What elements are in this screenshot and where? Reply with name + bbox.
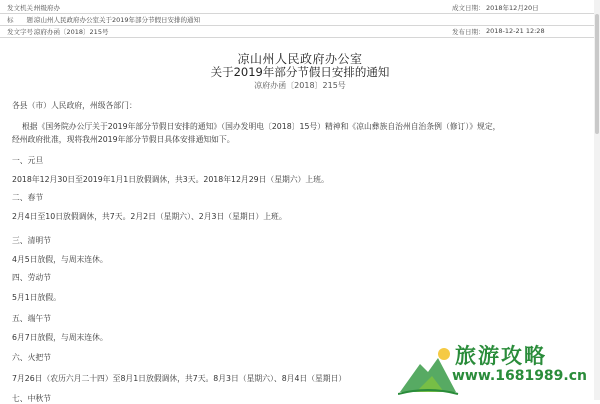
document-title: 关于2019年部分节假日安排的通知 (210, 65, 390, 79)
section-heading: 二、春节 (12, 193, 44, 202)
scrollbar-thumb[interactable] (595, 14, 599, 134)
intro-paragraph-line: 根据《国务院办公厅关于2019年部分节假日安排的通知》（国办发明电〔2018〕15号）精神和《凉山彝族自治州自治条例（修订）》规定， (22, 122, 501, 131)
doc-number-value: 凉府办函〔2018〕215号 (34, 28, 109, 36)
section-heading: 七、中秋节 (12, 394, 51, 403)
document-metadata (0, 0, 600, 38)
title-label: 标 题： (7, 16, 40, 24)
meta-row-issuer (0, 3, 600, 13)
section-text: 6月7日放假，与周末连休。 (12, 333, 108, 342)
title-value: 凉山州人民政府办公室关于2019年部分节假日安排的通知 (34, 16, 201, 24)
section-text: 7月26日（农历六月二十四）至8月1日放假调休，共7天。8月3日（星期六）、8月4日（星期日） (12, 374, 347, 383)
written-date-value: 2018年12月20日 (486, 4, 539, 12)
divider (0, 13, 600, 14)
issuer-value: 州级府办 (34, 4, 60, 12)
section-heading: 六、火把节 (12, 353, 51, 362)
section-heading: 一、元旦 (12, 156, 44, 165)
section-text: 2月4日至10日放假调休，共7天。2月2日（星期六）、2月3日（星期日）上班。 (12, 212, 287, 221)
divider (0, 25, 600, 26)
watermark-brand: 旅游攻略 (455, 344, 547, 368)
doc-number-label: 发文字号： (7, 28, 40, 36)
section-heading: 四、劳动节 (12, 273, 51, 282)
meta-row-docno (0, 27, 600, 37)
section-heading: 五、端午节 (12, 314, 51, 323)
meta-row-title (0, 15, 600, 25)
issuer-label: 发文机关： (7, 4, 40, 12)
section-heading: 三、清明节 (12, 236, 51, 245)
publish-date-label: 发布日期： (452, 28, 485, 36)
section-text: 5月1日放假。 (12, 293, 61, 302)
section-text: 2018年12月30日至2019年1月1日放假调休，共3天。2018年12月29日（星期六）上班。 (12, 175, 329, 184)
intro-paragraph-line: 经州政府批准，现将我州2019年部分节假日具体安排通知如下。 (12, 135, 235, 144)
salutation: 各县（市）人民政府，州级各部门： (12, 101, 137, 110)
watermark-url: www.1681989.cn (452, 368, 587, 384)
section-text: 4月5日放假，与周末连休。 (12, 255, 108, 264)
document-number: 凉府办函〔2018〕215号 (254, 81, 346, 90)
divider (0, 37, 600, 38)
document-issuer: 凉山州人民政府办公室 (237, 52, 363, 66)
written-date-label: 成文日期： (452, 4, 485, 12)
publish-date-value: 2018-12-21 12:28 (486, 27, 545, 35)
